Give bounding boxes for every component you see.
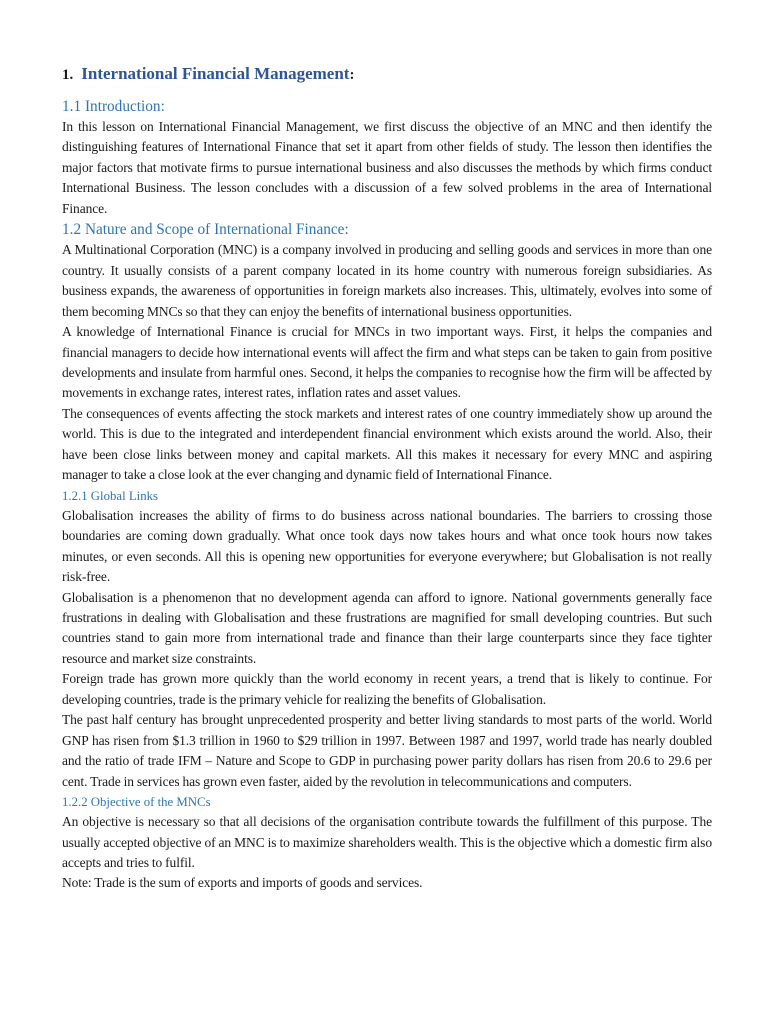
paragraph: Foreign trade has grown more quickly than the world economy in recent years, a trend that is likely to continue. For developing countries, trade is the primary vehicle for realizing the benefits of Globalisation. — [62, 671, 712, 707]
paragraph: An objective is necessary so that all decisions of the organisation contribute towards the fulfillment of this purpose. The usually accepted objective of an MNC is to maximize shareholders wealth. This is the objective which a domestic firm also accepts and tries to fulfil. — [62, 814, 712, 870]
heading-global-links: 1.2.1 Global Links — [62, 488, 158, 503]
paragraph: Globalisation is a phenomenon that no development agenda can afford to ignore. National governments generally face frustrations in dealing with Globalisation and these frustrations are magnified for small developing countries. But such countries stand to gain more from international trade and finance than their large counterparts since they face tighter resource and market size constraints. — [62, 589, 712, 666]
title-text: International Financial Management — [81, 64, 350, 83]
heading-objective-of-mncs: 1.2.2 Objective of the MNCs — [62, 795, 211, 810]
document-page — [62, 64, 712, 894]
heading-nature-and-scope: 1.2 Nature and Scope of International Finance: — [62, 221, 349, 239]
heading-introduction: 1.1 Introduction: — [62, 98, 165, 115]
paragraph: The past half century has brought unprecedented prosperity and better living standards to most parts of the world. World GNP has risen from $1.3 trillion in 1960 to $29 trillion in 1997. Between 1987 and 1997, world trade has nearly doubled and the ratio of trade IFM – Nature and Scope to GDP in purchasing power parity dollars has risen from 20.6 to 29.6 per cent. Trade in services has grown even faster, aided by the revolution in telecommunications and computers. — [62, 712, 712, 789]
title-number: 1. — [62, 67, 74, 83]
paragraph: A Multinational Corporation (MNC) is a company involved in producing and selling goods and services in more than one country. It usually consists of a parent company located in its home country with numerous foreign subsidiaries. As business expands, the awareness of opportunities in foreign markets also increases. This, ultimately, evolves into some of them becoming MNCs so that they can enjoy the benefits of international business opportunities. — [62, 242, 712, 319]
paragraph: The consequences of events affecting the stock markets and interest rates of one country immediately show up around the world. This is due to the integrated and interdependent financial environment which exists around the world. Also, their have been close links between money and capital markets. All this makes it necessary for every MNC and aspiring manager to take a close look at the ever changing and dynamic field of International Finance. — [62, 405, 712, 483]
paragraph: In this lesson on International Financial Management, we first discuss the objective of an MNC and then identify the distinguishing features of International Finance that set it apart from other fields of study. The lesson then identifies the major factors that motivate firms to pursue international business and also discusses the methods by which firms conduct International Business. The lesson concludes with a discussion of a few solved problems in the area of International Finance. — [62, 119, 712, 216]
paragraph: Globalisation increases the ability of firms to do business across national boundaries. The barriers to crossing those boundaries are coming down gradually. What once took days now takes hours and what once took hours now takes minutes, or even seconds. All this is opening new opportunities for everyone everywhere; but Globalisation is not really risk-free. — [62, 507, 712, 585]
paragraph: A knowledge of International Finance is crucial for MNCs in two important ways. First, it helps the companies and financial managers to decide how international events will affect the firm and what steps can be taken to gain from positive developments and insulate from harmful ones. Second, it helps the companies to recognise how the firm will be affected by movements in exchange rates, interest rates, inflation rates and asset values. — [62, 324, 712, 401]
title-colon: : — [349, 67, 355, 83]
note-paragraph: Note: Trade is the sum of exports and imports of goods and services. — [62, 875, 423, 891]
document-title — [62, 64, 712, 92]
